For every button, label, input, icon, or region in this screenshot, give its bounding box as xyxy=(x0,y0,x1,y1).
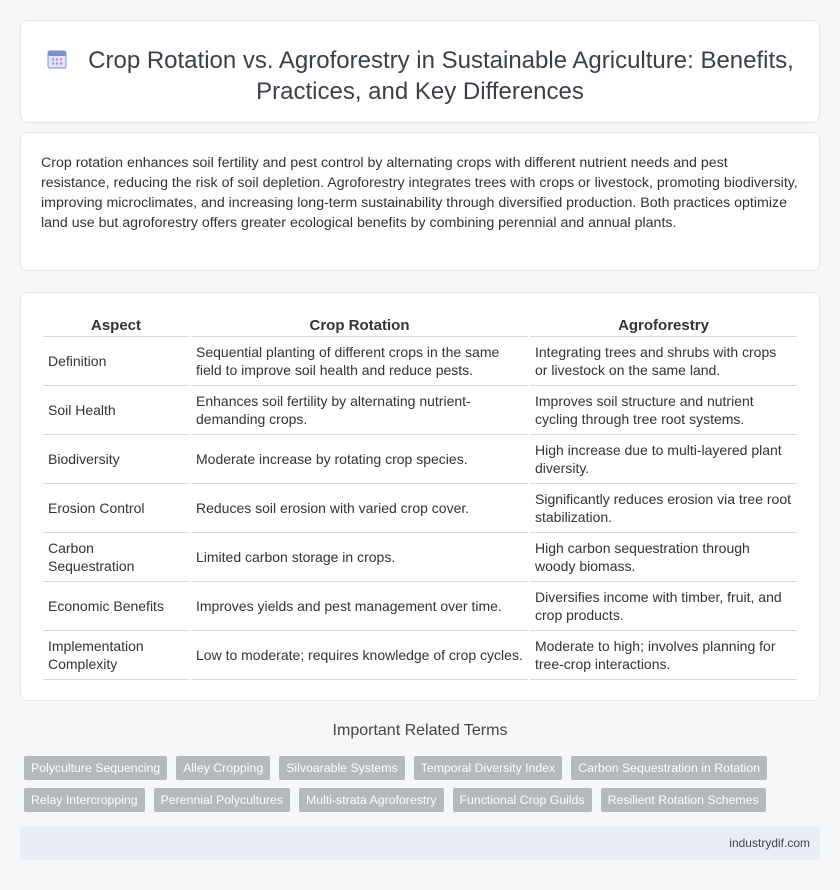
crop-rotation-cell: Limited carbon storage in crops. xyxy=(191,533,528,582)
crop-rotation-cell: Improves yields and pest management over time. xyxy=(191,582,528,631)
aspect-cell: Biodiversity xyxy=(43,435,189,484)
related-term-tag[interactable]: Perennial Polycultures xyxy=(154,788,290,812)
crop-rotation-cell: Sequential planting of different crops in the same field to improve soil health and reduce pests. xyxy=(191,337,528,386)
agroforestry-cell: Diversifies income with timber, fruit, and crop products. xyxy=(530,582,797,631)
table-row xyxy=(43,631,797,680)
table-row xyxy=(43,484,797,533)
aspect-cell: Soil Health xyxy=(43,386,189,435)
table-row xyxy=(43,386,797,435)
related-term-tag[interactable]: Multi-strata Agroforestry xyxy=(299,788,444,812)
page-title xyxy=(21,45,819,107)
table-row xyxy=(43,533,797,582)
page-title-text: Crop Rotation vs. Agroforestry in Sustainable Agriculture: Benefits, Practices, and Key Differences xyxy=(88,47,794,105)
footer-site-link[interactable]: industrydif.com xyxy=(729,836,810,850)
aspect-cell: Implementation Complexity xyxy=(43,631,189,680)
table-row xyxy=(43,582,797,631)
aspect-cell: Carbon Sequestration xyxy=(43,533,189,582)
related-term-tag[interactable]: Resilient Rotation Schemes xyxy=(601,788,766,812)
agroforestry-cell: Moderate to high; involves planning for tree-crop interactions. xyxy=(530,631,797,680)
aspect-cell: Economic Benefits xyxy=(43,582,189,631)
aspect-cell: Definition xyxy=(43,337,189,386)
comparison-table xyxy=(41,315,799,680)
related-term-tag[interactable]: Relay Intercropping xyxy=(24,788,145,812)
crop-rotation-cell: Moderate increase by rotating crop species. xyxy=(191,435,528,484)
agroforestry-cell: High carbon sequestration through woody biomass. xyxy=(530,533,797,582)
intro-card xyxy=(20,132,820,271)
agroforestry-cell: Integrating trees and shrubs with crops or livestock on the same land. xyxy=(530,337,797,386)
aspect-cell: Erosion Control xyxy=(43,484,189,533)
crop-rotation-cell: Low to moderate; requires knowledge of crop cycles. xyxy=(191,631,528,680)
related-term-tag[interactable]: Polyculture Sequencing xyxy=(24,756,167,780)
crop-rotation-cell: Reduces soil erosion with varied crop cover. xyxy=(191,484,528,533)
footer xyxy=(20,826,820,860)
intro-paragraph: Crop rotation enhances soil fertility and pest control by alternating crops with different nutrient needs and pest resistance, reducing the risk of soil depletion. Agroforestry integrates trees with crops or livestock, promoting biodiversity, improving microclimates, and increasing long-term sustainability through diversified production. Both practices optimize land use but agroforestry offers greater ecological benefits by combining perennial and annual plants. xyxy=(41,155,798,231)
table-header-row xyxy=(43,315,797,337)
header-agroforestry: Agroforestry xyxy=(530,315,797,337)
calendar-grid-icon xyxy=(46,47,68,69)
agroforestry-cell: Significantly reduces erosion via tree root stabilization. xyxy=(530,484,797,533)
agroforestry-cell: Improves soil structure and nutrient cycling through tree root systems. xyxy=(530,386,797,435)
related-terms-title: Important Related Terms xyxy=(332,722,508,739)
related-terms-list xyxy=(24,756,824,820)
header-crop-rotation: Crop Rotation xyxy=(191,315,528,337)
related-term-tag[interactable]: Temporal Diversity Index xyxy=(414,756,563,780)
related-term-tag[interactable]: Carbon Sequestration in Rotation xyxy=(571,756,767,780)
table-row xyxy=(43,337,797,386)
crop-rotation-cell: Enhances soil fertility by alternating nutrient-demanding crops. xyxy=(191,386,528,435)
related-term-tag[interactable]: Silvoarable Systems xyxy=(279,756,404,780)
header-aspect: Aspect xyxy=(43,315,189,337)
related-term-tag[interactable]: Alley Cropping xyxy=(176,756,270,780)
comparison-card xyxy=(20,292,820,701)
table-row xyxy=(43,435,797,484)
header-card xyxy=(20,20,820,123)
agroforestry-cell: High increase due to multi-layered plant diversity. xyxy=(530,435,797,484)
related-term-tag[interactable]: Functional Crop Guilds xyxy=(453,788,592,812)
